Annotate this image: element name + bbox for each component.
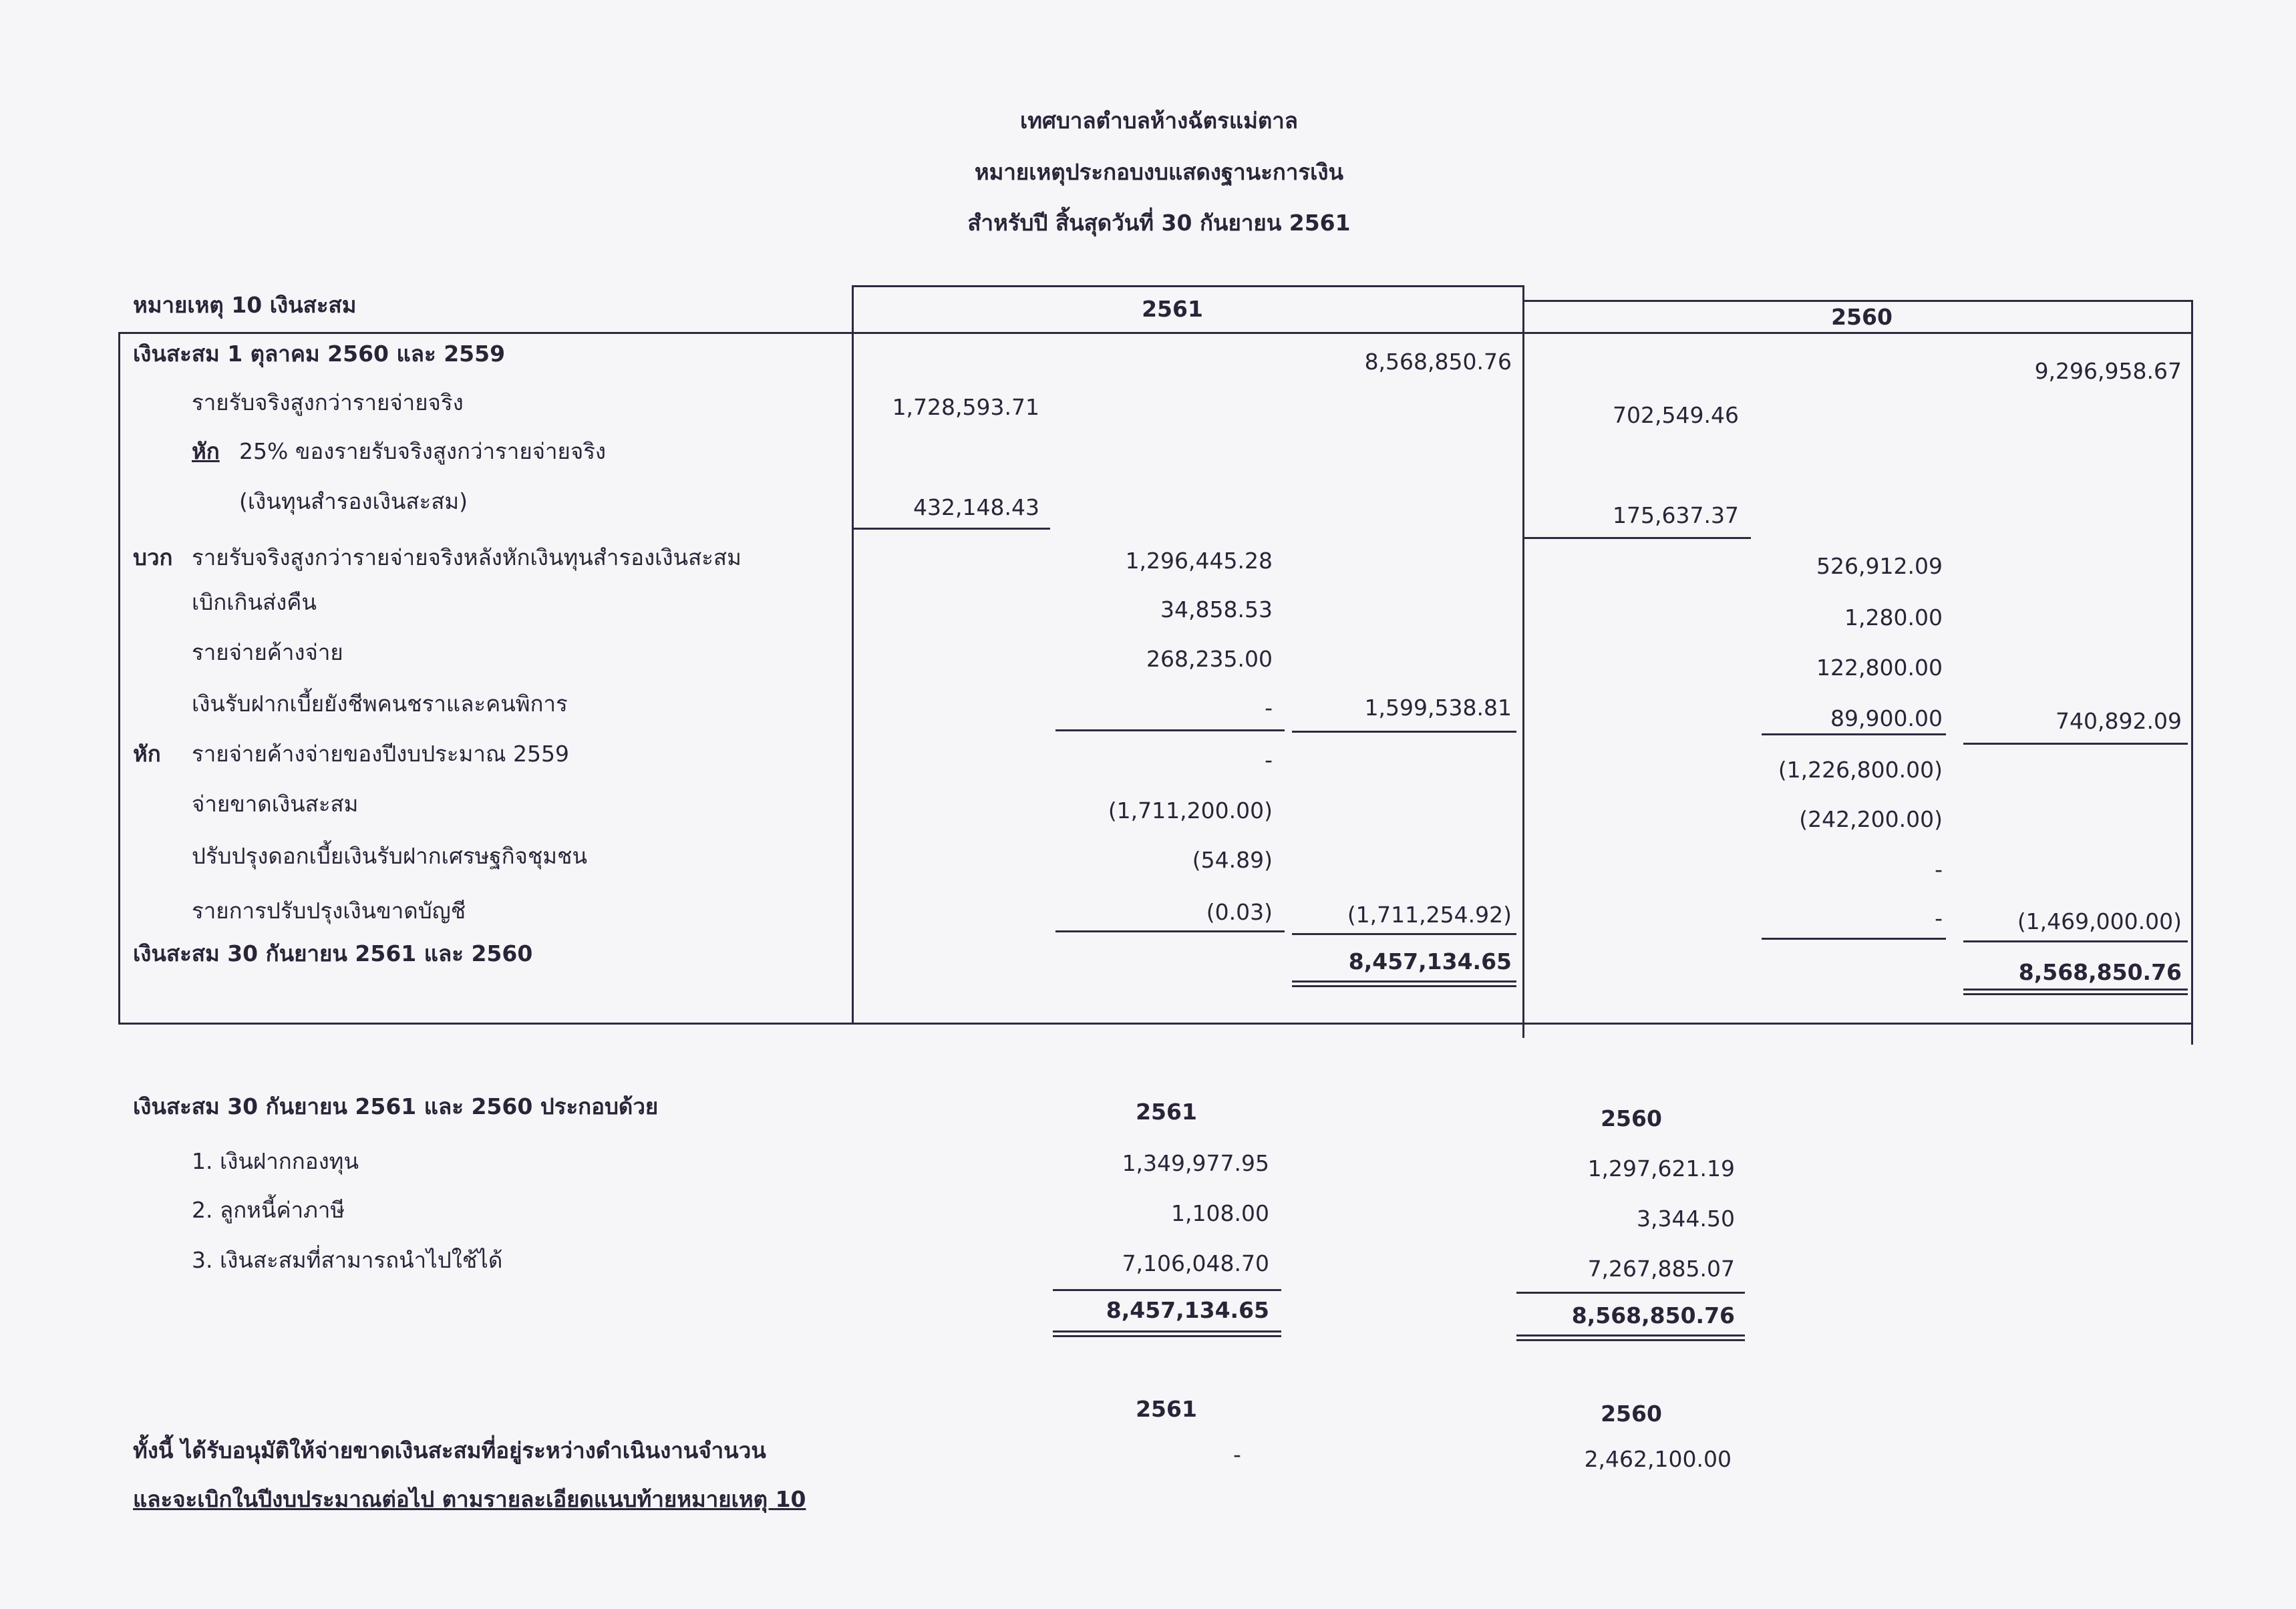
subtotal-line (1055, 930, 1285, 932)
frame-line (1522, 300, 2193, 302)
row-prefix: หัก (133, 741, 161, 767)
row-value: (1,711,200.00) (1108, 797, 1273, 824)
row-value: (1,711,254.92) (1347, 902, 1512, 928)
row-prefix: บวก (133, 544, 173, 570)
approval-value-2560: 2,462,100.00 (1584, 1446, 1732, 1472)
subtotal-line (1963, 940, 2188, 942)
row-label: จ่ายขาดเงินสะสม (192, 791, 359, 817)
row-value: 175,637.37 (1613, 502, 1739, 528)
approval-col-2561: 2561 (1136, 1396, 1197, 1422)
row-value: (1,469,000.00) (2017, 908, 2182, 934)
row-label: รายการปรับปรุงเงินขาดบัญชี (192, 898, 466, 924)
row-value: 8,568,850.76 (1364, 349, 1512, 375)
approval-value-2561: - (1233, 1441, 1241, 1467)
approval-text-line-2: และจะเบิกในปีงบประมาณต่อไป ตามรายละเอียดแนบท้ายหมายเหตุ 10 (133, 1486, 806, 1512)
composition-col-2561: 2561 (1136, 1099, 1197, 1125)
subtotal-line (1292, 731, 1516, 733)
frame-line (852, 285, 1522, 287)
approval-text-line-1: ทั้งนี้ ได้รับอนุมัติให้จ่ายขาดเงินสะสมที่อยู่ระหว่างดำเนินงานจำนวน (133, 1437, 766, 1463)
composition-item-label: 2. ลูกหนี้ค่าภาษี (192, 1197, 345, 1223)
row-value: 1,599,538.81 (1364, 695, 1512, 721)
column-header-2560: 2560 (1831, 304, 1893, 330)
row-label: รายจ่ายค้างจ่าย (192, 639, 343, 665)
subtotal-line (852, 528, 1050, 530)
row-label: เงินสะสม 1 ตุลาคม 2560 และ 2559 (133, 341, 506, 367)
row-value: (54.89) (1192, 847, 1273, 873)
composition-item-value: 3,344.50 (1637, 1206, 1735, 1232)
row-label: เบิกเกินส่งคืน (192, 589, 317, 615)
total-double-line (1963, 989, 2188, 995)
row-value: - (1935, 905, 1943, 931)
frame-line (852, 285, 854, 1025)
total-double-line (1292, 980, 1516, 987)
subtotal-line (1522, 537, 1751, 539)
frame-line (118, 1023, 2193, 1025)
row-label: เงินรับฝากเบี้ยยังชีพคนชราและคนพิการ (192, 691, 568, 717)
row-value: 9,296,958.67 (2034, 358, 2182, 384)
composition-item-value: 1,349,977.95 (1122, 1150, 1269, 1176)
composition-item-value: 1,108.00 (1171, 1200, 1269, 1226)
row-value: - (1265, 695, 1273, 721)
document-title: หมายเหตุประกอบงบแสดงฐานะการเงิน (974, 159, 1344, 185)
frame-line (118, 332, 2193, 334)
document-period: สำหรับปี สิ้นสุดวันที่ 30 กันยายน 2561 (967, 210, 1351, 236)
row-value: 702,549.46 (1613, 402, 1739, 428)
organization-name: เทศบาลตำบลห้างฉัตรแม่ตาล (1019, 108, 1299, 134)
row-value: (1,226,800.00) (1778, 757, 1943, 783)
row-value: 1,280.00 (1844, 604, 1943, 631)
row-label: ปรับปรุงดอกเบี้ยเงินรับฝากเศรษฐกิจชุมชน (192, 843, 588, 869)
row-prefix: หัก (192, 438, 220, 464)
row-label: รายจ่ายค้างจ่ายของปีงบประมาณ 2559 (192, 741, 569, 767)
composition-item-label: 3. เงินสะสมที่สามารถนำไปใช้ได้ (192, 1247, 503, 1273)
subtotal-line (1055, 729, 1285, 731)
row-value: 1,728,593.71 (892, 394, 1039, 420)
row-label: (เงินทุนสำรองเงินสะสม) (239, 488, 468, 514)
composition-item-label: 1. เงินฝากกองทุน (192, 1148, 359, 1174)
approval-col-2560: 2560 (1601, 1401, 1662, 1427)
frame-line (118, 332, 120, 1025)
subtotal-line (1053, 1289, 1281, 1291)
composition-col-2560: 2560 (1601, 1105, 1662, 1131)
composition-item-value: 7,267,885.07 (1587, 1256, 1735, 1282)
total-value: 8,457,134.65 (1348, 948, 1512, 974)
composition-item-value: 1,297,621.19 (1587, 1155, 1735, 1182)
column-header-2561: 2561 (1142, 296, 1203, 322)
row-value: 1,296,445.28 (1125, 548, 1273, 574)
row-label: เงินสะสม 30 กันยายน 2561 และ 2560 (133, 940, 533, 966)
row-value: 432,148.43 (913, 494, 1039, 520)
subtotal-line (1762, 733, 1946, 735)
row-value: 89,900.00 (1830, 705, 1943, 731)
note-title: หมายเหตุ 10 เงินสะสม (133, 292, 357, 318)
row-value: 268,235.00 (1146, 646, 1273, 672)
row-label: รายรับจริงสูงกว่ารายจ่ายจริงหลังหักเงินทุนสำรองเงินสะสม (192, 544, 742, 570)
composition-total-2561: 8,457,134.65 (1106, 1297, 1269, 1323)
composition-item-value: 7,106,048.70 (1122, 1250, 1269, 1276)
total-double-line (1053, 1330, 1281, 1337)
row-value: 122,800.00 (1816, 655, 1943, 681)
subtotal-line (1516, 1292, 1745, 1294)
subtotal-line (1762, 938, 1946, 940)
frame-line (1522, 285, 1524, 1038)
composition-heading: เงินสะสม 30 กันยายน 2561 และ 2560 ประกอบด้วย (133, 1093, 659, 1119)
row-value: - (1935, 856, 1943, 882)
frame-line (2191, 300, 2193, 1045)
subtotal-line (1963, 743, 2188, 745)
subtotal-line (1292, 933, 1516, 935)
composition-total-2560: 8,568,850.76 (1571, 1302, 1735, 1328)
row-value: 740,892.09 (2056, 708, 2182, 734)
row-label: รายรับจริงสูงกว่ารายจ่ายจริง (192, 389, 464, 415)
row-value: 34,858.53 (1160, 596, 1273, 622)
row-value: (242,200.00) (1799, 806, 1943, 832)
row-value: (0.03) (1206, 899, 1273, 925)
row-value: 526,912.09 (1816, 553, 1943, 579)
total-double-line (1516, 1334, 1745, 1341)
total-value: 8,568,850.76 (2018, 959, 2182, 985)
row-value: - (1265, 747, 1273, 773)
row-label: 25% ของรายรับจริงสูงกว่ารายจ่ายจริง (239, 438, 607, 464)
